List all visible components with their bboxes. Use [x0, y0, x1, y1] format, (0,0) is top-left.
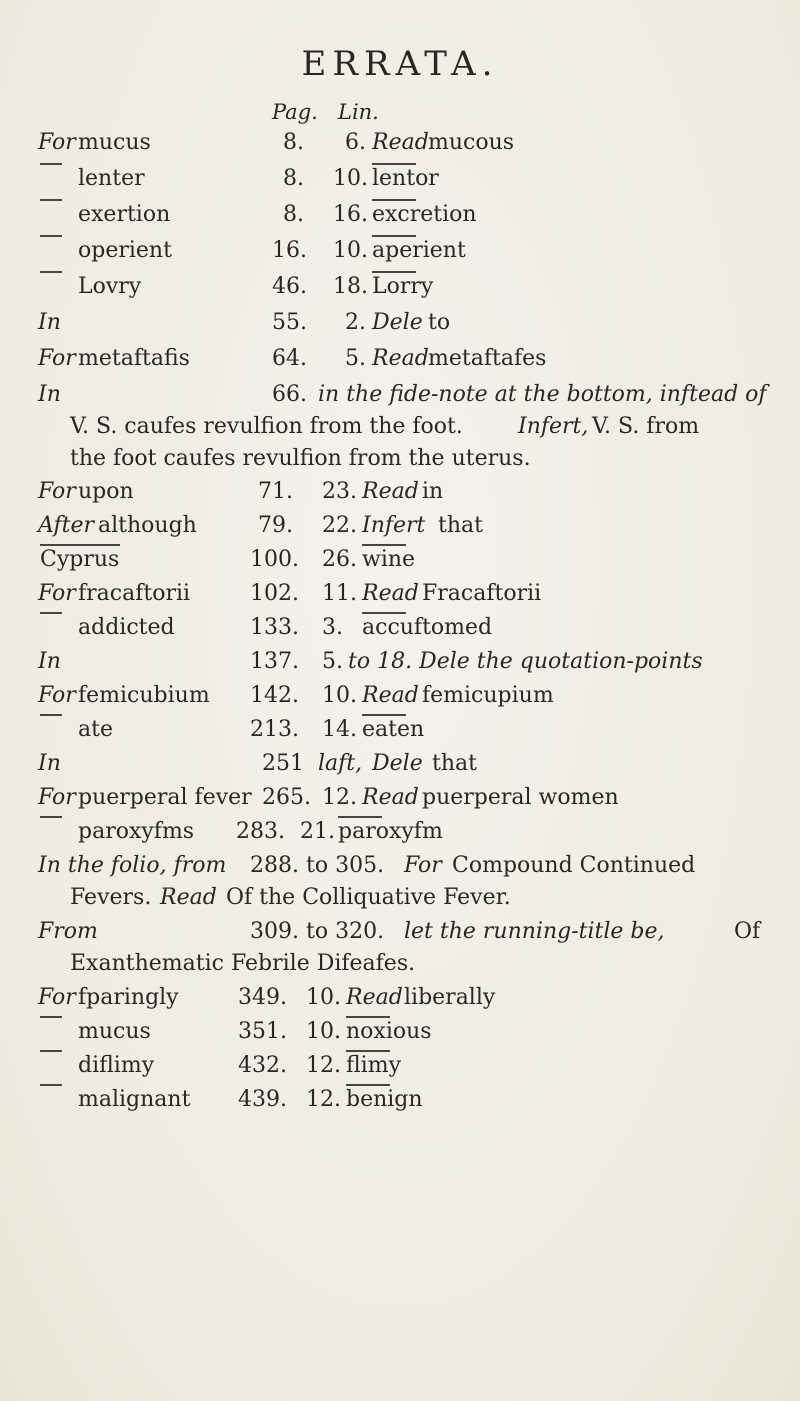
errata-row: For upon 71. 23. Read in [38, 479, 444, 504]
ditto-dash [40, 714, 62, 716]
errata-row: Cyprus 100. 26. wine [0, 544, 800, 576]
errata-row: operient 16. 10. aperient [0, 235, 800, 267]
errata-row: For femicubium 142. 10. Read femicupium [38, 683, 554, 708]
errata-row: For puerperal fever 265. 12. Read puerperal women [38, 785, 619, 810]
errata-row: Fevers. Read Of the Colliquative Fever. [70, 885, 511, 910]
ditto-dash [40, 235, 62, 237]
errata-row: mucus 351. 10. noxious [0, 1016, 800, 1048]
ditto-dash [40, 612, 62, 614]
errata-row: For fracaftorii 102. 11. Read Fracaftorii [38, 581, 542, 606]
ditto-dash [40, 163, 62, 165]
errata-row: After although 79. 22. Infert that [38, 513, 483, 538]
ditto-dash [40, 1084, 62, 1086]
errata-row: Exanthematic Febrile Difeafes. [70, 951, 416, 976]
errata-row: malignant 439. 12. benign [0, 1084, 800, 1116]
errata-row: In the folio, from 288. to 305. For Compound Continued [38, 853, 696, 878]
errata-row: From 309. to 320. let the running-title be, Of [38, 919, 761, 944]
ditto-dash [40, 199, 62, 201]
errata-row: For fparingly 349. 10. Read liberally [38, 985, 496, 1010]
pag-header: Pag. [272, 100, 318, 124]
errata-row: In 55. 2. Dele to [38, 310, 451, 335]
errata-row: V. S. caufes revulfion from the foot. Infert, V. S. from [70, 414, 700, 439]
errata-row: For metaftafis 64. 5. Read metaftafes [38, 346, 547, 371]
ditto-dash [40, 1050, 62, 1052]
ditto-dash [40, 1016, 62, 1018]
errata-row: exertion 8. 16. excretion [0, 199, 800, 231]
ditto-dash [40, 271, 62, 273]
lin-header: Lin. [338, 100, 379, 124]
errata-row: In 66. in the fide-note at the bottom, inftead of [38, 382, 767, 407]
errata-row: diflimy 432. 12. flimy [0, 1050, 800, 1082]
errata-row: Lovry 46. 18. Lorry [0, 271, 800, 303]
ditto-dash [40, 816, 62, 818]
errata-row: lenter 8. 10. lentor [0, 163, 800, 195]
page-title: ERRATA. [301, 44, 499, 84]
errata-row: In 137. 5. to 18. Dele the quotation-points [38, 649, 703, 674]
errata-row: addicted 133. 3. accuftomed [0, 612, 800, 644]
errata-row: the foot caufes revulfion from the uterus. [70, 446, 531, 471]
errata-row: ate 213. 14. eaten [0, 714, 800, 746]
errata-row: For mucus 8. 6. Read mucous [38, 130, 515, 155]
errata-row: In 251 laft, Dele that [38, 751, 477, 776]
errata-row: paroxyfms 283. 21. paroxyfm [0, 816, 800, 848]
